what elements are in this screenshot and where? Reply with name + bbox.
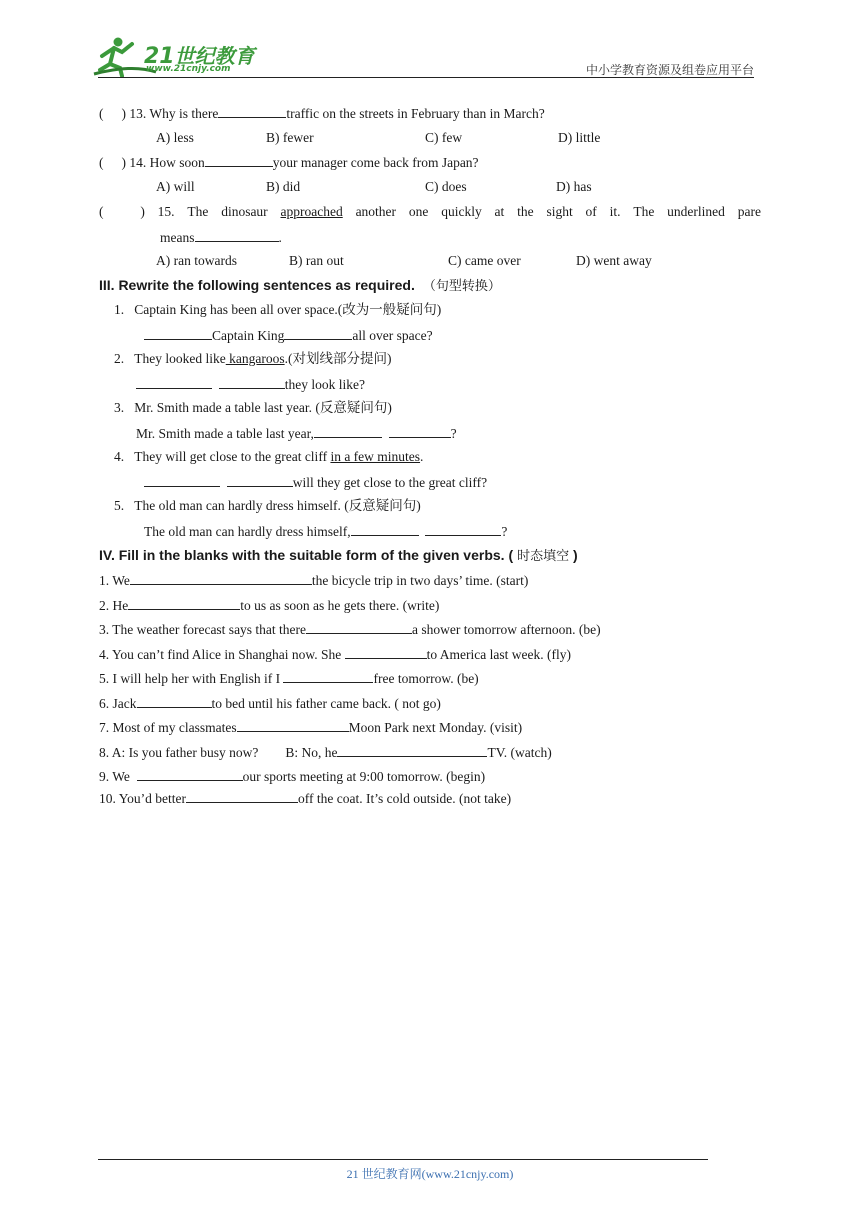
- rewrite-item-2: 2. They looked like kangaroos.(对划线部分提问): [114, 351, 392, 366]
- section-3-title: III. Rewrite the following sentences as required. （句型转换）: [99, 277, 501, 293]
- fill-item-3: 3. The weather forecast says that there a shower tomorrow afternoon. (be): [99, 622, 601, 637]
- option-a: A) less: [156, 130, 194, 145]
- answer-blank[interactable]: [237, 718, 349, 732]
- header-right-text: 中小学教育资源及组卷应用平台: [585, 63, 754, 77]
- question-15-line2: means .: [160, 230, 282, 245]
- answer-blank[interactable]: [128, 596, 240, 610]
- answer-blank[interactable]: [137, 694, 212, 708]
- rewrite-item-5: 5. The old man can hardly dress himself. (反意疑问句): [114, 498, 421, 513]
- rewrite-answer-3: Mr. Smith made a table last year, ?: [136, 426, 457, 441]
- fill-item-10: 10. You’d better off the coat. It’s cold outside. (not take): [99, 791, 512, 806]
- fill-item-1: 1. We the bicycle trip in two days’ time. (start): [99, 573, 529, 588]
- fill-item-7: 7. Most of my classmates Moon Park next Monday. (visit): [99, 720, 523, 735]
- fill-item-6: 6. Jack to bed until his father came back. ( not go): [99, 696, 441, 711]
- question-15: ( ) 15. The dinosaur approached another one quickly at the sight of it. The underlined pare: [99, 204, 761, 219]
- option-a: A) ran towards: [156, 253, 237, 268]
- option-d: D) has: [556, 179, 592, 194]
- answer-blank[interactable]: [283, 669, 373, 683]
- answer-blank[interactable]: [195, 228, 279, 242]
- option-c: C) few: [425, 130, 463, 145]
- answer-blank[interactable]: [284, 326, 352, 340]
- question-14: ( ) 14. How soon your manager come back from Japan?: [99, 155, 479, 170]
- rewrite-item-4: 4. They will get close to the great cliff in a few minutes.: [114, 449, 424, 464]
- answer-blank[interactable]: [337, 743, 487, 757]
- answer-blank[interactable]: [227, 473, 293, 487]
- answer-blank[interactable]: [137, 767, 243, 781]
- rewrite-answer-4: will they get close to the great cliff?: [144, 473, 487, 492]
- footer-text: 21 世纪教育网(www.21cnjy.com): [346, 1167, 514, 1181]
- answer-blank[interactable]: [345, 645, 427, 659]
- answer-blank[interactable]: [218, 104, 286, 118]
- logo-text: 21世纪教育: [144, 44, 255, 69]
- answer-blank[interactable]: [130, 571, 312, 585]
- answer-blank[interactable]: [186, 789, 298, 803]
- rewrite-item-1: 1. Captain King has been all over space.(改为一般疑问句): [114, 302, 442, 317]
- fill-item-4: 4. You can’t find Alice in Shanghai now. She to America last week. (fly): [99, 647, 571, 662]
- answer-blank[interactable]: [144, 473, 220, 487]
- answer-blank[interactable]: [389, 424, 451, 438]
- fill-item-5: 5. I will help her with English if I free tomorrow. (be): [99, 671, 479, 686]
- fill-item-8: 8. A: Is you father busy now? B: No, he TV. (watch): [99, 745, 552, 760]
- fill-item-9: 9. We our sports meeting at 9:00 tomorrow. (begin): [99, 769, 486, 784]
- rewrite-answer-5: The old man can hardly dress himself, ?: [144, 524, 508, 539]
- answer-blank[interactable]: [144, 326, 212, 340]
- answer-blank[interactable]: [314, 424, 382, 438]
- section-4-title: IV. Fill in the blanks with the suitable form of the given verbs. ( 时态填空 ): [99, 547, 578, 563]
- rewrite-answer-1: Captain King all over space?: [144, 326, 433, 345]
- answer-blank[interactable]: [205, 153, 273, 167]
- option-b: B) ran out: [289, 253, 344, 268]
- answer-blank[interactable]: [351, 522, 419, 536]
- option-c: C) came over: [448, 253, 521, 268]
- option-d: D) little: [558, 130, 601, 145]
- answer-blank[interactable]: [219, 375, 285, 389]
- fill-item-2: 2. He to us as soon as he gets there. (write): [99, 598, 440, 613]
- option-c: C) does: [425, 179, 467, 194]
- rewrite-item-3: 3. Mr. Smith made a table last year. (反意疑问句): [114, 400, 392, 415]
- logo-url: www.21cnjy.com: [146, 64, 231, 74]
- option-a: A) will: [156, 179, 195, 194]
- header-rule: [98, 77, 754, 78]
- footer-rule: [98, 1159, 708, 1160]
- question-13: ( ) 13. Why is there traffic on the streets in February than in March?: [99, 106, 545, 121]
- answer-blank[interactable]: [136, 375, 212, 389]
- answer-blank[interactable]: [306, 620, 412, 634]
- option-b: B) fewer: [266, 130, 314, 145]
- option-b: B) did: [266, 179, 301, 194]
- answer-blank[interactable]: [425, 522, 501, 536]
- option-d: D) went away: [576, 253, 652, 268]
- rewrite-answer-2: they look like?: [136, 375, 365, 394]
